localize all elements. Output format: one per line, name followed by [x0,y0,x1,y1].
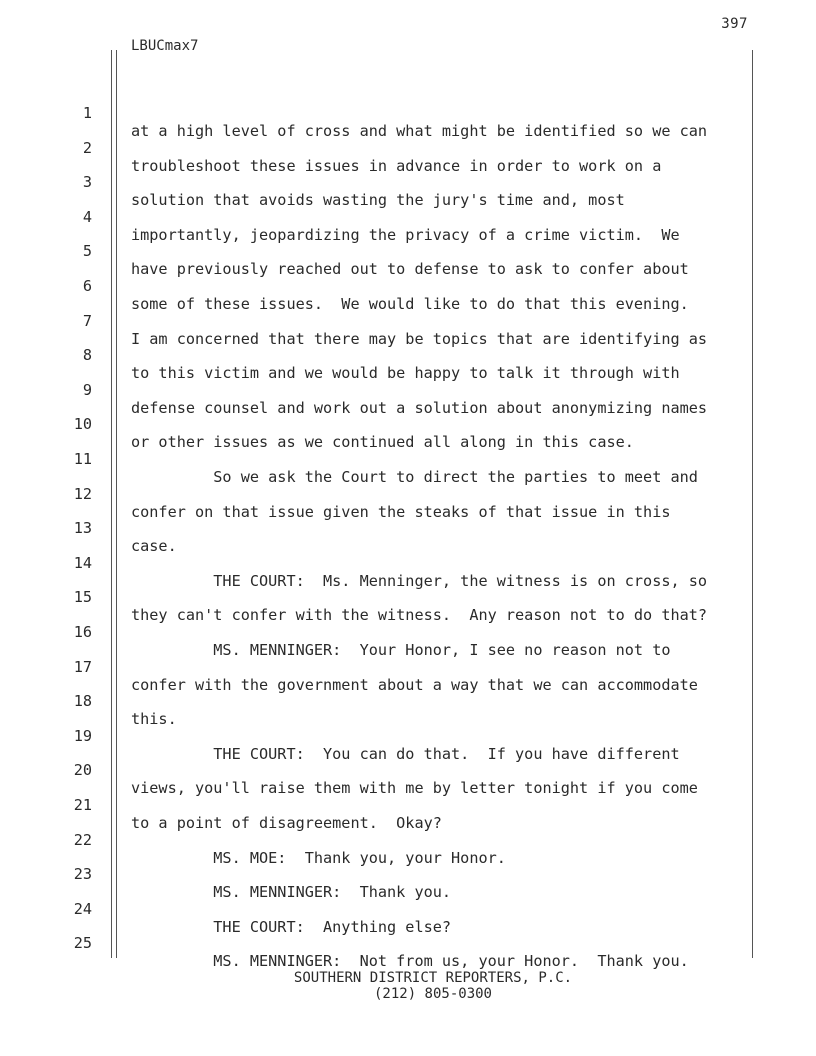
line-number: 7 [82,311,92,330]
line-number: 4 [82,207,92,226]
line-number: 22 [73,830,92,849]
line-text: this. [131,710,177,729]
line-text: troubleshoot these issues in advance in order to work on a [131,156,662,175]
line-text: MS. MENNINGER: Not from us, your Honor. Thank you. [131,952,689,971]
line-number: 23 [73,865,92,884]
line-text: MS. MENNINGER: Your Honor, I see no reason not to [131,641,671,659]
transcript-line [0,432,816,486]
line-number: 3 [82,173,92,192]
transcript-line [0,467,816,521]
transcript-line [0,536,816,590]
transcript-line [0,259,816,313]
line-number: 11 [73,450,92,468]
transcript-line [0,294,816,348]
transcript-line [0,224,816,279]
line-text: have previously reached out to defense to ask to confer about [131,260,689,279]
line-text: at a high level of cross and what might be identified so we can [131,122,708,140]
line-text: MS. MENNINGER: Thank you. [131,883,452,902]
line-number: 15 [73,588,92,607]
transcript-line [0,121,816,175]
line-text: THE COURT: Anything else? [131,917,452,936]
page-number: 397 [721,16,748,32]
line-number: 18 [73,692,92,711]
line-text: confer on that issue given the steaks of that issue in this [131,502,671,521]
line-text: I am concerned that there may be topics that are identifying as [131,329,708,348]
line-number: 12 [73,484,92,503]
line-number: 14 [73,553,92,572]
line-number: 16 [73,623,92,641]
line-text: defense counsel and work out a solution about anonymizing names [131,398,708,417]
transcript-line [0,813,816,867]
line-text: or other issues as we continued all along in this case. [131,433,634,452]
line-number: 6 [82,277,92,295]
line-number: 8 [82,346,92,365]
line-text: THE COURT: Ms. Menninger, the witness is on cross, so [131,571,708,590]
transcript-line [0,640,816,694]
line-number: 20 [73,761,92,780]
line-text: solution that avoids wasting the jury's time and, most [131,191,625,210]
transcript-line [0,674,816,729]
line-number: 1 [82,104,92,122]
line-text: confer with the government about a way that we can accommodate [131,675,698,694]
case-id: LBUCmax7 [131,38,199,54]
line-number: 25 [73,934,92,953]
transcript-line [0,190,816,244]
line-text: to a point of disagreement. Okay? [131,814,442,832]
transcript-line [0,397,816,452]
line-text: to this victim and we would be happy to talk it through with [131,364,680,383]
line-number: 2 [82,138,92,157]
transcript-line [0,501,816,556]
transcript-line [0,847,816,902]
line-text: they can't confer with the witness. Any reason not to do that? [131,606,708,625]
transcript-line [0,743,816,798]
transcript-line [0,778,816,832]
footer-phone: (212) 805-0300 [373,986,492,1002]
line-text: case. [131,537,177,556]
line-number: 5 [82,242,92,261]
transcript-line [0,570,816,625]
transcript-line [0,328,816,383]
transcript-line [0,916,816,971]
line-number: 13 [73,519,92,538]
line-text: MS. MOE: Thank you, your Honor. [131,848,506,867]
line-number: 19 [73,726,92,745]
line-text: importantly, jeopardizing the privacy of a crime victim. We [131,225,680,244]
line-number: 17 [73,657,92,676]
line-number: 24 [73,899,92,918]
line-number: 21 [73,796,92,814]
line-text: some of these issues. We would like to do that this evening. [131,295,689,313]
transcript-line [0,155,816,210]
line-text: views, you'll raise them with me by letter tonight if you come [131,779,698,798]
transcript-line [0,363,816,417]
footer-reporter-name: SOUTHERN DISTRICT REPORTERS, P.C. [293,970,573,986]
line-text: THE COURT: You can do that. If you have different [131,744,680,763]
line-number: 10 [73,415,92,434]
line-number: 9 [82,380,92,399]
transcript-line [0,605,816,659]
line-text: So we ask the Court to direct the parties to meet and [131,468,698,486]
transcript-line [0,709,816,763]
transcript-line [0,882,816,936]
transcript-line [0,86,816,140]
